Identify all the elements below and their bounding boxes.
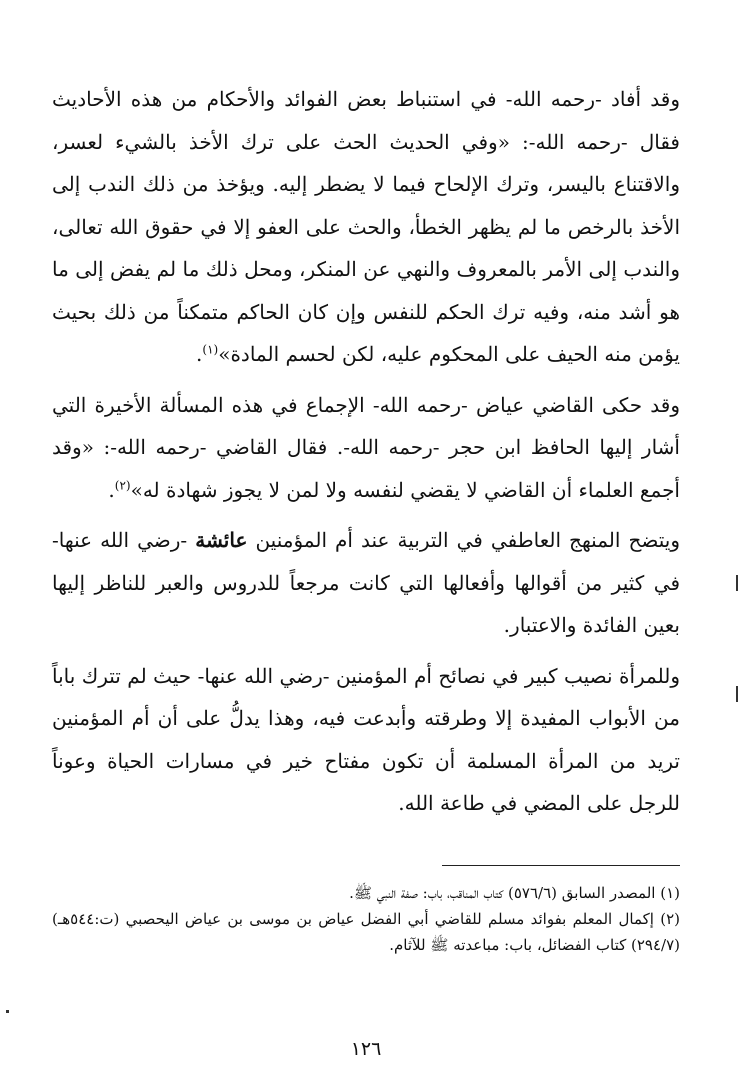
document-page bbox=[52, 78, 680, 1068]
footnote-separator bbox=[442, 865, 680, 866]
paragraph-1-end: . bbox=[196, 342, 203, 366]
footnote-ref-1[interactable]: (١) bbox=[202, 342, 219, 357]
footnote-2: (٢) إكمال المعلم بفوائد مسلم للقاضي أبي الفضل عياض بن موسى بن عياض اليحصبي (ت:٥٤٤هـ) (٢٩٤/٧) كتاب الفضائل، باب: مباعدته ﷺ للآثام. bbox=[52, 910, 680, 954]
paragraph-2 bbox=[52, 384, 680, 512]
footnotes bbox=[52, 880, 680, 958]
scan-edge-mark bbox=[6, 1010, 9, 1013]
scan-edge-mark bbox=[736, 575, 738, 591]
highlighted-name: عائشة bbox=[195, 528, 248, 552]
scan-edge-mark bbox=[736, 686, 738, 702]
paragraph-4 bbox=[52, 655, 680, 825]
paragraph-3-text-after: -رضي الله عنها- في كثير من أقوالها وأفعالها التي كانت مرجعاً للدروس والعبر للناظر إليها بعين الفائدة والاعتبار. bbox=[52, 528, 680, 637]
paragraph-1-text: وقد أفاد -رحمه الله- في استنباط بعض الفوائد والأحكام من هذه الأحاديث فقال -رحمه الله-: «وفي الحديث الحث على ترك الأخذ بالشيء لعسر، والاقتناع باليسر، وترك الإلحاح فيما لا يضطر إليه. ويؤخذ من ذلك الندب إلى الأخذ بالرخص ما لم يظهر الخطأ، والحث على العفو إلا في حقوق الله تعالى، والندب إلى الأمر بالمعروف والنهي عن المنكر، ومحل ذلك ما لم يفض إلى ما هو أشد منه، وفيه ترك الحكم للنفس وإن كان الحاكم متمكناً من ذلك بحيث يؤمن منه الحيف على المحكوم عليه، لكن لحسم المادة» bbox=[52, 87, 681, 366]
paragraph-2-end: . bbox=[108, 477, 115, 502]
page-number: ١٢٦ bbox=[350, 1038, 382, 1060]
paragraph-3 bbox=[52, 519, 680, 647]
footnote-ref-2[interactable]: (٢) bbox=[114, 477, 131, 492]
paragraph-3-text-before: ويتضح المنهج العاطفي في التربية عند أم المؤمنين bbox=[247, 528, 680, 552]
paragraph-2-text: وقد حكى القاضي عياض -رحمه الله- الإجماع في هذه المسألة الأخيرة التي أشار إليها الحافظ ابن حجر -رحمه الله-. فقال القاضي -رحمه الله-: «وقد أجمع العلماء أن القاضي لا يقضي لنفسه ولا لمن لا يجوز شهادة له» bbox=[52, 392, 680, 502]
paragraph-4-text: وللمرأة نصيب كبير في نصائح أم المؤمنين -رضي الله عنها- حيث لم تترك باباً من الأبواب المفيدة إلا وطرقته وأبدعت فيه، وهذا يدلُّ على أن أم المؤمنين تريد من المرأة المسلمة أن تكون مفتاح خير في مسارات الحياة وعوناً للرجل على المضي في طاعة الله. bbox=[52, 663, 680, 815]
footnote-1: (١) المصدر السابق (٥٧٦/٦) كتاب المناقب، باب: صفة النبي ﷺ. bbox=[349, 884, 680, 902]
paragraph-1 bbox=[52, 78, 680, 376]
